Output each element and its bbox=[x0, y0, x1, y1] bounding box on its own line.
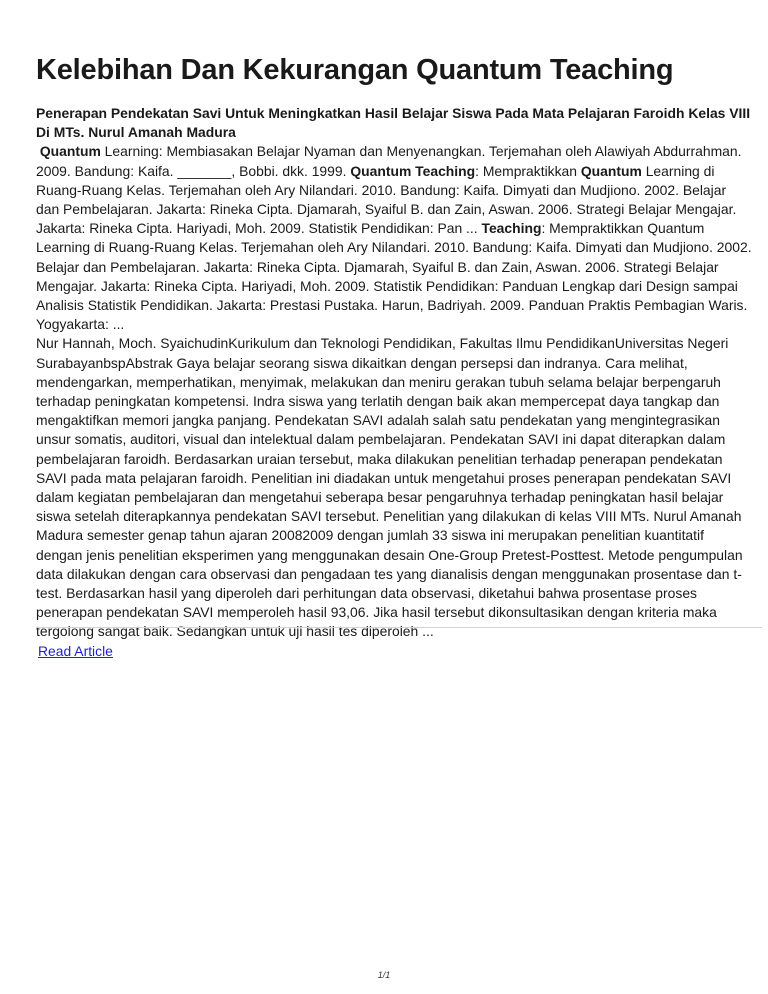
keyword-highlight: Quantum bbox=[39, 143, 101, 160]
snippet-text: Learning di Ruang-Ruang Kelas. Terjemahan oleh Ary Nilandari. 2010. Bandung: Kaifa. Dimyati dan Mudjiono. 2002. Belajar dan Pembelajaran. Jakarta: Rineka Cipta. Djamarah, Syaiful B. dan Zain, Aswan. 2006. Strategi Belajar Mengajar. Jakarta: Rineka Cipta. Hariyadi, Moh. 2009. Statistik Pendidikan: Pan ... bbox=[36, 162, 737, 237]
keyword-highlight: Quantum bbox=[580, 162, 642, 179]
snippet-text: Learning: Membiasakan Belajar Nyaman dan Menyenangkan. Terjemahan oleh Alawiyah Abdurrahman. 2009. Bandung: Kaifa. _______, Bobbi. dkk. 1999. bbox=[36, 143, 742, 179]
snippet-text: : Mempraktikkan Quantum Learning di Ruang-Ruang Kelas. Terjemahan oleh Ary Nilandari. 2010. Bandung: Kaifa. Dimyati dan Mudjiono. 2002. Belajar dan Pembelajaran. Jakarta: Rineka Cipta. Djamarah, Syaiful B. dan Zain, Aswan. 2006. Strategi Belajar Mengajar. Jakarta: Rineka Cipta. Hariyadi, Moh. 2009. Statistik Pendidikan: Panduan Lengkap dari Design sampai Analisis Statistik Pendidikan. Jakarta: Prestasi Pustaka. Harun, Badriyah. 2009. Panduan Praktis Pembagian Waris. Yogyakarta: ... bbox=[36, 220, 752, 333]
page-number: 1/1 bbox=[377, 970, 391, 980]
divider bbox=[36, 627, 762, 628]
read-article-link[interactable]: Read Article bbox=[38, 642, 113, 659]
snippet-text: : Mempraktikkan bbox=[475, 162, 581, 179]
keyword-highlight: Teaching bbox=[481, 220, 542, 237]
keyword-highlight: Quantum Teaching bbox=[350, 162, 476, 179]
article-title: Penerapan Pendekatan Savi Untuk Meningkatkan Hasil Belajar Siswa Pada Mata Pelajaran Faroidh Kelas VIII Di MTs. Nurul Amanah Madura bbox=[36, 105, 751, 141]
page-title: Kelebihan Dan Kekurangan Quantum Teaching bbox=[36, 54, 674, 86]
article-snippet bbox=[36, 142, 752, 334]
article bbox=[36, 104, 752, 661]
article-abstract: Nur Hannah, Moch. SyaichudinKurikulum dan Teknologi Pendidikan, Fakultas Ilmu PendidikanUniversitas Negeri SurabayanbspAbstrak Gaya belajar seorang siswa dikaitkan dengan persepsi dan indranya. Cara melihat, mendengarkan, memperhatikan, menyimak, melakukan dan meniru gerakan tubuh selama belajar berpengaruh terhadap peningkatan kompetensi. Indra siswa yang terlatih dengan baik akan mempercepat daya tangkap dan mengaktifkan memori jangka panjang. Pendekatan SAVI adalah salah satu pendekatan yang mengintegrasikan unsur somatis, auditori, visual dan intelektual dalam pembelajaran. Pendekatan SAVI ini dapat diterapkan dalam pembelajaran faroidh. Berdasarkan uraian tersebut, maka dilakukan penelitian terhadap penerapan pendekatan SAVI pada mata pelajaran faroidh. Penelitian ini diadakan untuk mengetahui proses penerapan pendekatan SAVI dalam kegiatan pembelajaran dan mengetahui seberapa besar pengaruhnya terhadap peningkatan hasil belajar siswa setelah diterapkannya pendekatan SAVI tersebut. Penelitian yang dilakukan di kelas VIII MTs. Nurul Amanah Madura semester genap tahun ajaran 20082009 dengan jumlah 33 siswa ini merupakan penelitian kuantitatif dengan jenis penelitian eksperimen yang menggunakan desain One-Group Pretest-Posttest. Metode pengumpulan data dilakukan dengan cara observasi dan pengadaan tes yang dianalisis dengan menggunakan prosentase dan t-test. Berdasarkan hasil yang diperoleh dari perhitungan data observasi, diketahui bahwa prosentase proses penerapan pendekatan SAVI memperoleh hasil 93,06. Jika hasil tersebut dikonsultasikan dengan kriteria maka tergolong sangat baik. Sedangkan untuk uji hasil tes diperoleh ... bbox=[36, 335, 743, 640]
